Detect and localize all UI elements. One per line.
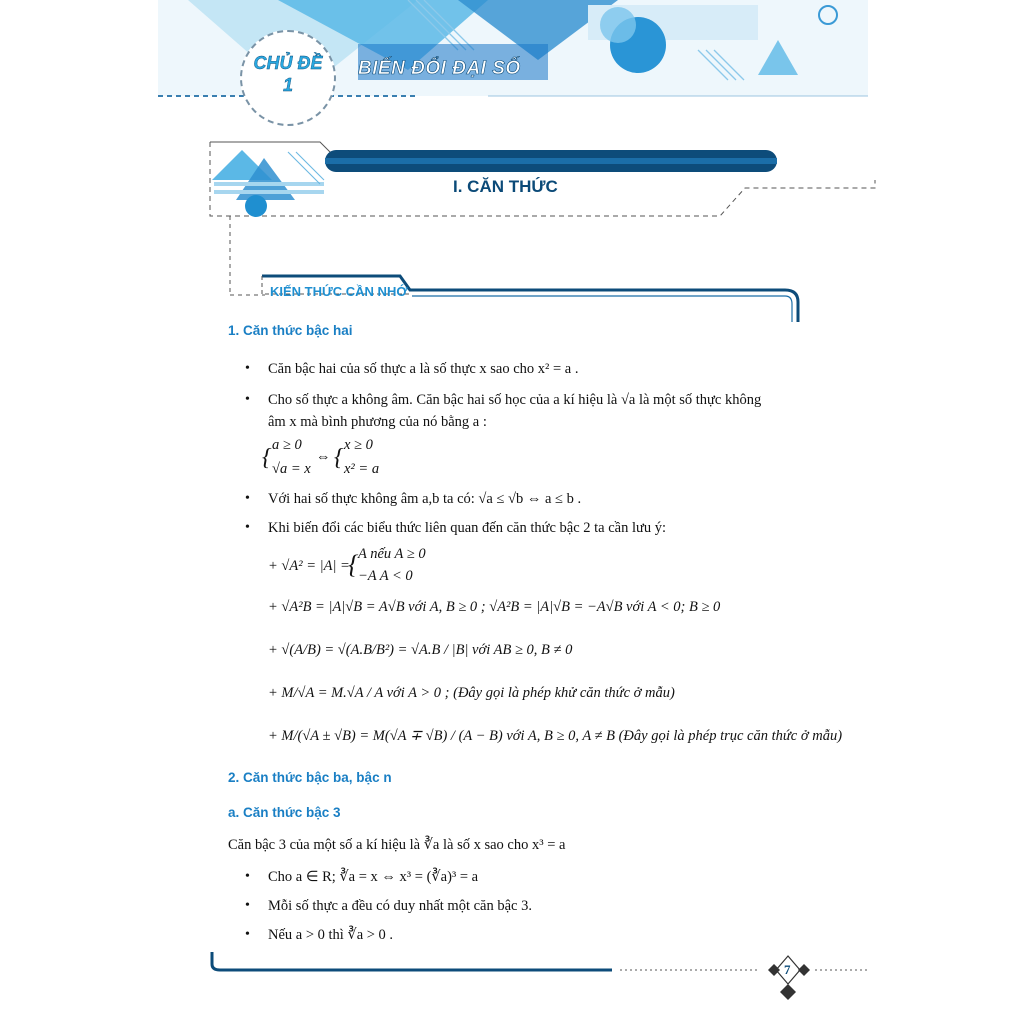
bullet: • [245, 392, 250, 407]
bullet: • [245, 361, 250, 376]
text-c1: Cho a ∈ R; ∛a = x ⇔ x³ = (∛a)³ = a [268, 869, 479, 885]
sys-right-1: x ≥ 0 [344, 437, 373, 453]
bullet: • [245, 927, 250, 942]
brace-left: { [262, 445, 272, 471]
topic-title: BIẾN ĐỔI ĐẠI SỐ [358, 58, 521, 79]
formula-1a: + √A² = |A| = [268, 558, 350, 574]
formula-2: + √A²B = |A|√B = A√B với A, B ≥ 0 ; √A²B = |A|√B = −A√B với A < 0; B ≥ 0 [268, 599, 721, 615]
formula-4: + M/√A = M.√A / A với A > 0 ; (Đây gọi là phép khử căn thức ở mẫu) [268, 685, 675, 701]
formula-5: + M/(√A ± √B) = M(√A ∓ √B) / (A − B) với A, B ≥ 0, A ≠ B (Đây gọi là phép trục căn thức ở mẫu) [268, 728, 843, 744]
text-b3: Với hai số thực không âm a,b ta có: √a ≤ √b ⇔ a ≤ b . [268, 491, 582, 507]
bullet: • [245, 869, 250, 884]
heading-can-thuc-bac-3: a. Căn thức bậc 3 [228, 805, 341, 820]
bullet: • [245, 520, 250, 535]
sys-iff: ⇔ [316, 449, 331, 465]
bullet: • [245, 491, 250, 506]
footer-decoration [200, 950, 880, 1000]
chu-de-number: 1 [282, 75, 293, 95]
kien-thuc-title: KIẾN THỨC CẦN NHỚ [270, 284, 408, 299]
heading-can-thuc-bac-hai: 1. Căn thức bậc hai [228, 323, 353, 338]
text-b2b: âm x mà bình phương của nó bằng a : [268, 414, 487, 430]
brace-right: { [334, 445, 344, 471]
formula-1c: −A A < 0 [358, 568, 413, 584]
text-b1: Căn bậc hai của số thực a là số thực x sao cho x² = a . [268, 361, 579, 377]
text-c2: Mỗi số thực a đều có duy nhất một căn bậc 3. [268, 898, 532, 914]
formula-1-brace: { [348, 550, 359, 579]
page-number: 7 [784, 962, 791, 977]
chu-de-label [240, 52, 336, 96]
sys-left-2: √a = x [272, 461, 311, 477]
heading-can-thuc-bac-ba: 2. Căn thức bậc ba, bậc n [228, 770, 392, 785]
bullet: • [245, 898, 250, 913]
section-title: I. CĂN THỨC [453, 177, 558, 196]
chu-de-text: CHỦ ĐỀ [253, 53, 323, 73]
sys-right-2: x² = a [344, 461, 380, 477]
text-c3: Nếu a > 0 thì ∛a > 0 . [268, 927, 394, 943]
sys-left-1: a ≥ 0 [272, 437, 302, 453]
formula-3: + √(A/B) = √(A.B/B²) = √A.B / |B| với AB ≥ 0, B ≠ 0 [268, 642, 573, 658]
text-b2a: Cho số thực a không âm. Căn bậc hai số học của a kí hiệu là √a là một số thực không [268, 392, 762, 408]
text-b4: Khi biến đổi các biểu thức liên quan đến căn thức bậc 2 ta cần lưu ý: [268, 520, 667, 536]
formula-1b: A nếu A ≥ 0 [358, 546, 426, 562]
text-p1: Căn bậc 3 của một số a kí hiệu là ∛a là số x sao cho x³ = a [228, 837, 566, 853]
